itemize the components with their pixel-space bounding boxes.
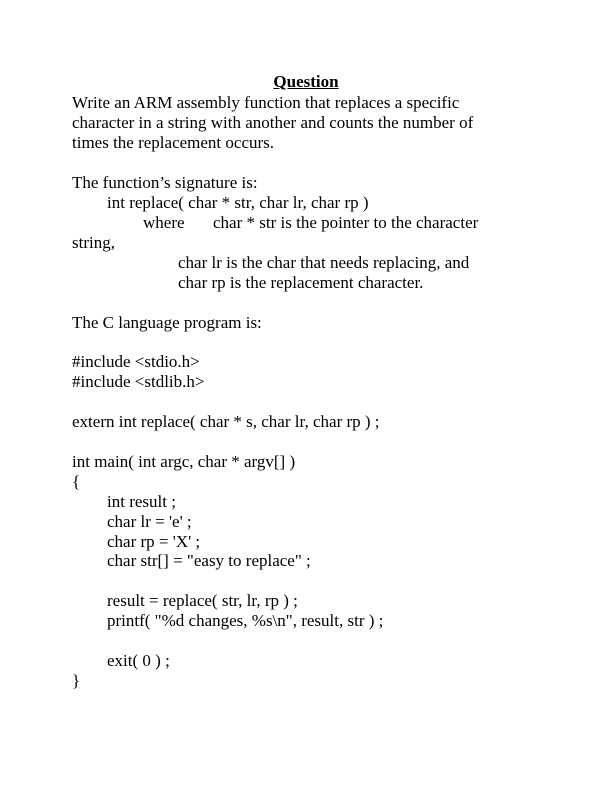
code-var-lr: char lr = 'e' ;	[107, 512, 192, 531]
code-include-stdio: #include <stdio.h>	[72, 352, 200, 371]
param-rp-description: char rp is the replacement character.	[178, 273, 424, 292]
param-str-continuation: string,	[72, 233, 115, 252]
signature-intro: The function’s signature is:	[72, 173, 258, 192]
intro-line-3: times the replacement occurs.	[72, 133, 275, 152]
code-exit-call: exit( 0 ) ;	[107, 651, 170, 670]
function-signature: int replace( char * str, char lr, char rp )	[107, 193, 369, 212]
code-open-brace: {	[72, 472, 81, 491]
code-replace-call: result = replace( str, lr, rp ) ;	[107, 591, 298, 610]
code-var-result: int result ;	[107, 492, 176, 511]
intro-line-2: character in a string with another and counts the number of	[72, 113, 474, 132]
code-close-brace: }	[72, 671, 81, 690]
code-var-str: char str[] = "easy to replace" ;	[107, 551, 311, 570]
code-printf-call: printf( "%d changes, %s\n", result, str ) ;	[107, 611, 384, 630]
code-extern-declaration: extern int replace( char * s, char lr, char rp ) ;	[72, 412, 380, 431]
code-var-rp: char rp = 'X' ;	[107, 532, 201, 551]
program-intro: The C language program is:	[72, 313, 262, 332]
code-main-declaration: int main( int argc, char * argv[] )	[72, 452, 296, 471]
param-lr-description: char lr is the char that needs replacing, and	[178, 253, 470, 272]
code-include-stdlib: #include <stdlib.h>	[72, 372, 205, 391]
param-str-description: char * str is the pointer to the character	[213, 213, 479, 232]
question-heading: Question	[273, 72, 339, 91]
intro-line-1: Write an ARM assembly function that replaces a specific	[72, 93, 460, 112]
where-label: where	[143, 213, 185, 232]
